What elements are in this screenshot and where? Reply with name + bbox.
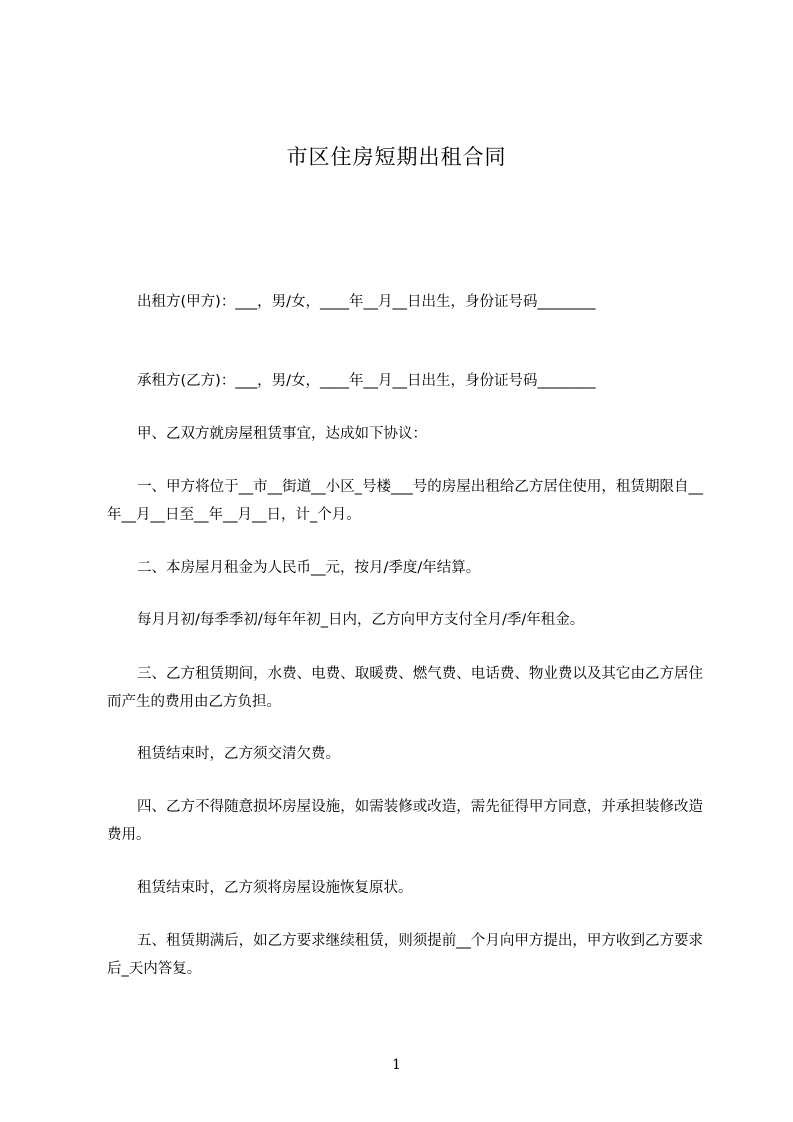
clause-4-restore-paragraph <box>107 874 703 902</box>
clause-3-settlement-paragraph <box>107 740 703 768</box>
document-title: 市区住房短期出租合同 <box>286 145 507 169</box>
clause-5-paragraph <box>107 927 703 983</box>
lessor-info-paragraph <box>107 288 703 316</box>
paragraph-text: 五、租赁期满后，如乙方要求继续租赁，则须提前__个月向甲方提出，甲方收到乙方要求后_天内答复。 <box>107 933 703 977</box>
paragraph-text: 租赁结束时，乙方须交清欠费。 <box>137 746 340 762</box>
clause-2-paragraph <box>107 554 703 582</box>
paragraph-text: 四、乙方不得随意损坏房屋设施，如需装修或改造，需先征得甲方同意，并承担装修改造费用。 <box>107 799 703 843</box>
paragraph-text: 二、本房屋月租金为人民币__元，按月/季度/年结算。 <box>137 560 481 576</box>
clause-2-payment-paragraph <box>107 606 703 634</box>
agreement-intro-paragraph <box>107 420 703 448</box>
paragraph-text: 承租方(乙方)：___，男/女，____年__月__日出生，身份证号码________ <box>137 373 596 389</box>
paragraph-text: 三、乙方租赁期间，水费、电费、取暖费、燃气费、电话费、物业费以及其它由乙方居住而产生的费用由乙方负担。 <box>107 666 703 710</box>
page-number: 1 <box>392 1057 401 1073</box>
paragraph-text: 租赁结束时，乙方须将房屋设施恢复原状。 <box>137 880 413 896</box>
paragraph-text: 每月月初/每季季初/每年年初_日内，乙方向甲方支付全月/季/年租金。 <box>137 612 585 628</box>
clause-1-paragraph <box>107 473 703 529</box>
paragraph-text: 一、甲方将位于__市__街道__小区_号楼___号的房屋出租给乙方居住使用，租赁期限自__年__月__日至__年__月__日，计_个月。 <box>107 479 703 523</box>
clause-3-paragraph <box>107 660 703 716</box>
lessee-info-paragraph <box>107 367 703 395</box>
clause-4-paragraph <box>107 793 703 849</box>
paragraph-text: 甲、乙双方就房屋租赁事宜，达成如下协议： <box>137 426 427 442</box>
paragraph-text: 出租方(甲方)：___，男/女，____年__月__日出生，身份证号码________ <box>137 294 596 310</box>
